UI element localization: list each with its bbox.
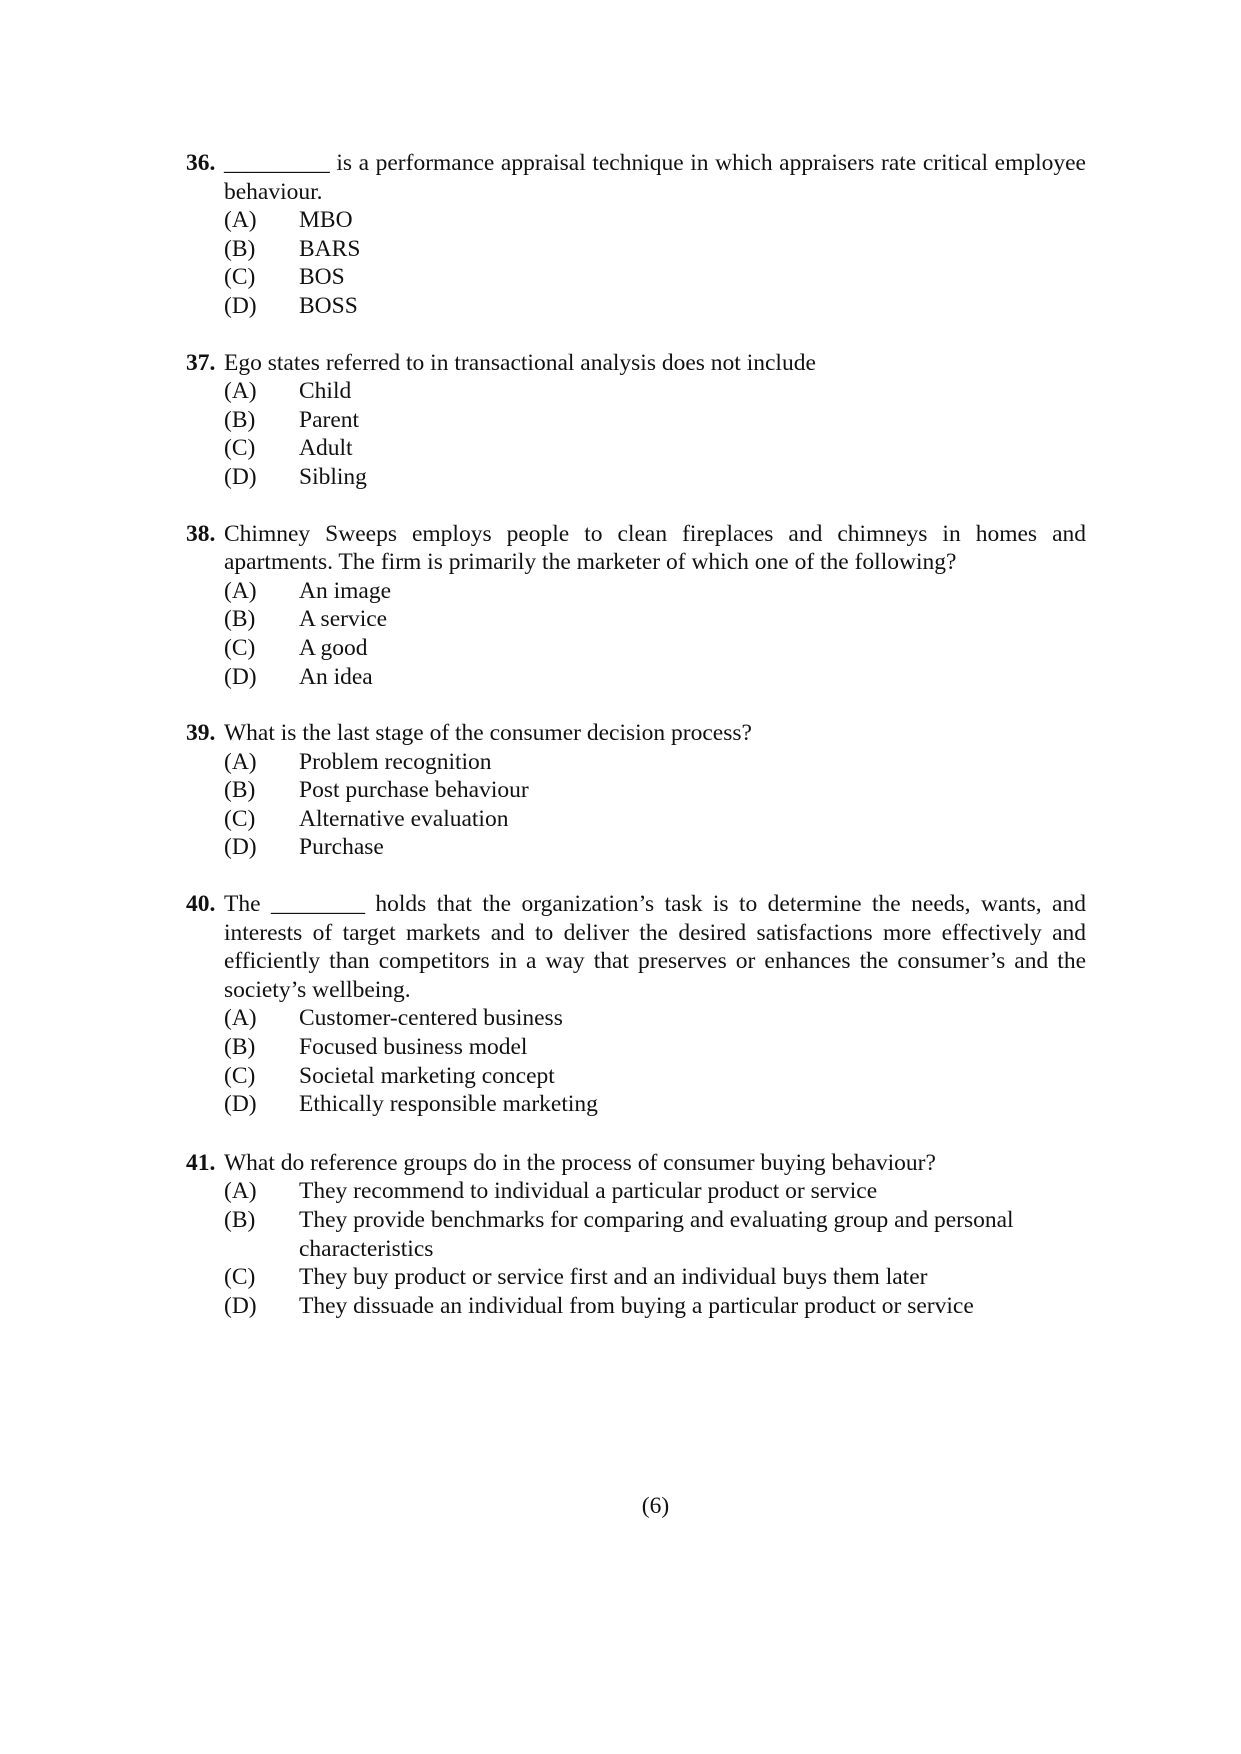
option-list <box>224 577 1086 691</box>
option-label: (A) <box>224 577 257 604</box>
option-b <box>224 605 1086 634</box>
option-b <box>224 1206 1086 1263</box>
option-label: (A) <box>224 1005 257 1032</box>
question-40 <box>186 890 1086 1119</box>
question-text: What do reference groups do in the process of consumer buying behaviour? <box>224 1149 936 1176</box>
option-label: (D) <box>224 663 257 690</box>
option-c <box>224 1263 1086 1292</box>
option-text: They provide benchmarks for comparing and evaluating group and personal characteristics <box>299 1207 1014 1262</box>
question-number: 38. <box>186 520 216 547</box>
option-label: (A) <box>224 748 257 775</box>
option-text: BOSS <box>299 292 358 319</box>
option-c <box>224 263 1086 292</box>
option-a <box>224 377 1086 406</box>
option-label: (A) <box>224 207 257 234</box>
option-text: BARS <box>299 235 361 262</box>
option-label: (D) <box>224 463 257 490</box>
question-list <box>186 149 1086 1348</box>
option-c <box>224 434 1086 463</box>
question-number: 37. <box>186 349 216 376</box>
option-d <box>224 292 1086 321</box>
option-text: An idea <box>299 663 373 690</box>
option-text: They buy product or service first and an individual buys them later <box>299 1264 928 1291</box>
option-a <box>224 1004 1086 1033</box>
option-text: A service <box>299 606 388 633</box>
option-label: (A) <box>224 378 257 405</box>
option-list <box>224 1177 1086 1320</box>
option-text: Problem recognition <box>299 748 492 775</box>
option-label: (D) <box>224 1091 257 1118</box>
option-a <box>224 206 1086 235</box>
question-text: What is the last stage of the consumer decision process? <box>224 720 752 747</box>
option-label: (B) <box>224 606 256 633</box>
option-b <box>224 776 1086 805</box>
option-label: (D) <box>224 1292 257 1319</box>
option-b <box>224 1033 1086 1062</box>
option-label: (B) <box>224 1034 256 1061</box>
option-label: (B) <box>224 406 256 433</box>
page-number: (6) <box>641 1493 670 1519</box>
option-label: (B) <box>224 777 256 804</box>
question-text: The ________ holds that the organization’s task is to determine the needs, wants, and interests of target markets and to deliver the desired satisfactions more effectively and efficiently than competitors in a way that preserves or enhances the consumer’s and the society’s wellbeing. <box>224 891 1086 1003</box>
option-text: Post purchase behaviour <box>299 777 529 804</box>
option-d <box>224 663 1086 692</box>
option-text: BOS <box>299 264 345 291</box>
question-number: 39. <box>186 720 216 747</box>
option-text: Adult <box>299 435 353 462</box>
option-text: Ethically responsible marketing <box>299 1091 598 1118</box>
option-text: They dissuade an individual from buying a particular product or service <box>299 1292 974 1319</box>
question-number: 41. <box>186 1149 216 1176</box>
option-text: Focused business model <box>299 1034 528 1061</box>
question-text: Ego states referred to in transactional analysis does not include <box>224 349 816 376</box>
option-text: MBO <box>299 207 353 234</box>
option-label: (C) <box>224 264 256 291</box>
option-c <box>224 805 1086 834</box>
option-text: They recommend to individual a particular product or service <box>299 1178 878 1205</box>
option-text: An image <box>299 577 392 604</box>
option-label: (C) <box>224 1264 256 1291</box>
question-39 <box>186 719 1086 862</box>
question-41 <box>186 1149 1086 1321</box>
option-list <box>224 748 1086 862</box>
option-text: Societal marketing concept <box>299 1062 555 1089</box>
question-37 <box>186 349 1086 492</box>
option-d <box>224 463 1086 492</box>
option-c <box>224 1062 1086 1091</box>
option-a <box>224 748 1086 777</box>
option-d <box>224 833 1086 862</box>
option-a <box>224 1177 1086 1206</box>
option-list <box>224 1004 1086 1118</box>
option-label: (C) <box>224 805 256 832</box>
option-list <box>224 206 1086 320</box>
option-d <box>224 1090 1086 1119</box>
option-text: Customer-centered business <box>299 1005 563 1032</box>
option-c <box>224 634 1086 663</box>
option-label: (B) <box>224 235 256 262</box>
option-b <box>224 406 1086 435</box>
option-text: Child <box>299 378 352 405</box>
option-text: A good <box>299 634 368 661</box>
question-text: _________ is a performance appraisal technique in which appraisers rate critical employee behaviour. <box>224 150 1086 205</box>
question-number: 36. <box>186 150 216 176</box>
option-label: (D) <box>224 292 257 319</box>
option-label: (C) <box>224 634 256 661</box>
option-label: (B) <box>224 1207 256 1233</box>
option-text: Alternative evaluation <box>299 805 509 832</box>
question-36 <box>186 149 1086 321</box>
option-list <box>224 377 1086 491</box>
option-label: (D) <box>224 834 257 861</box>
question-number: 40. <box>186 891 216 918</box>
option-text: Sibling <box>299 463 367 490</box>
option-label: (C) <box>224 435 256 462</box>
option-d <box>224 1292 1086 1321</box>
option-b <box>224 235 1086 264</box>
question-38 <box>186 520 1086 692</box>
option-text: Purchase <box>299 834 384 861</box>
option-label: (A) <box>224 1178 257 1205</box>
option-text: Parent <box>299 406 360 433</box>
option-label: (C) <box>224 1062 256 1089</box>
question-text: Chimney Sweeps employs people to clean fireplaces and chimneys in homes and apartments. The firm is primarily the marketer of which one of the following? <box>224 520 1086 576</box>
option-a <box>224 577 1086 606</box>
